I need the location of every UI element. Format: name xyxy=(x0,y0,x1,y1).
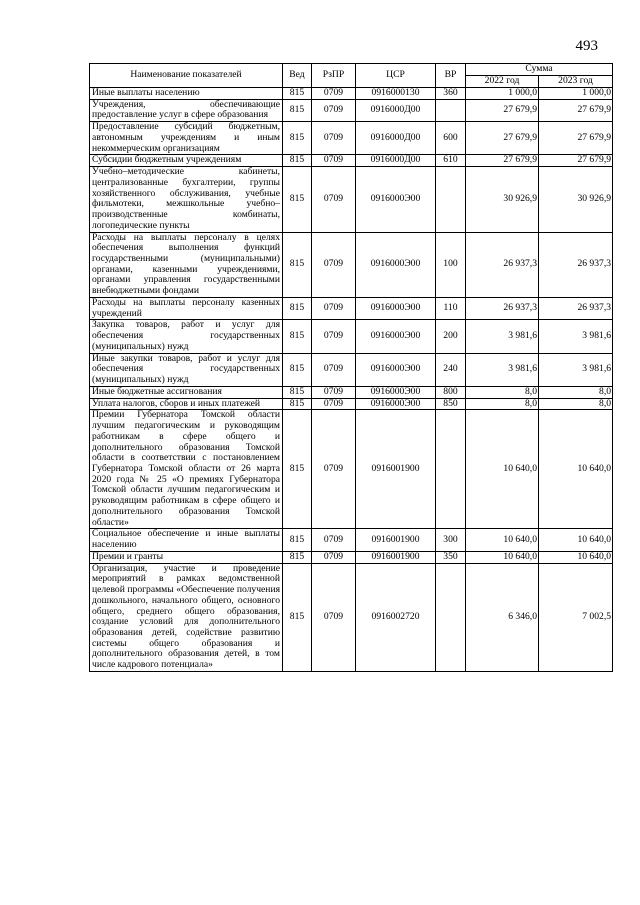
row-rzpr: 0709 xyxy=(312,88,356,100)
row-name: Премии Губернатора Томской области лучшим педагогическим и руководящим работникам в сфере общего и дополнительного образования Томской области в соответствии с постановлением Губернатора Томской области от 26 марта 2020 года № 25 «О премиях Губернатора Томской области лучшим педагогическим и руководящим работникам в сфере общего и дополнительного образования Томской области» xyxy=(90,410,283,529)
row-rzpr: 0709 xyxy=(312,386,356,398)
table-row xyxy=(90,386,613,398)
row-rzpr: 0709 xyxy=(312,398,356,410)
table-row xyxy=(90,551,613,563)
row-sum-2022: 8,0 xyxy=(466,398,539,410)
row-name: Уплата налогов, сборов и иных платежей xyxy=(90,398,283,410)
row-csr: 0916001900 xyxy=(356,410,436,529)
row-ved: 815 xyxy=(283,88,312,100)
row-sum-2023: 3 981,6 xyxy=(539,320,613,353)
table-row xyxy=(90,410,613,529)
row-vr: 610 xyxy=(436,155,466,167)
row-sum-2023: 27 679,9 xyxy=(539,122,613,155)
row-vr xyxy=(436,99,466,121)
row-sum-2023: 10 640,0 xyxy=(539,529,613,551)
row-csr: 0916000Э00 xyxy=(356,320,436,353)
row-csr: 0916000Э00 xyxy=(356,353,436,386)
row-name: Социальное обеспечение и иные выплаты населению xyxy=(90,529,283,551)
row-rzpr: 0709 xyxy=(312,297,356,319)
row-ved: 815 xyxy=(283,563,312,671)
header-rzpr: РзПР xyxy=(312,64,356,88)
row-rzpr: 0709 xyxy=(312,410,356,529)
row-ved: 815 xyxy=(283,398,312,410)
row-ved: 815 xyxy=(283,353,312,386)
table-row xyxy=(90,320,613,353)
row-sum-2023: 27 679,9 xyxy=(539,155,613,167)
row-vr: 200 xyxy=(436,320,466,353)
table-row xyxy=(90,398,613,410)
row-rzpr: 0709 xyxy=(312,353,356,386)
row-sum-2022: 10 640,0 xyxy=(466,551,539,563)
row-csr: 0916001900 xyxy=(356,529,436,551)
row-name: Премии и гранты xyxy=(90,551,283,563)
row-name: Субсидии бюджетным учреждениям xyxy=(90,155,283,167)
row-name: Иные выплаты населению xyxy=(90,88,283,100)
row-rzpr: 0709 xyxy=(312,155,356,167)
row-sum-2022: 10 640,0 xyxy=(466,410,539,529)
row-ved: 815 xyxy=(283,386,312,398)
row-rzpr: 0709 xyxy=(312,563,356,671)
row-ved: 815 xyxy=(283,297,312,319)
row-vr: 300 xyxy=(436,529,466,551)
row-sum-2023: 8,0 xyxy=(539,398,613,410)
row-vr xyxy=(436,410,466,529)
row-sum-2023: 26 937,3 xyxy=(539,232,613,297)
row-sum-2022: 6 346,0 xyxy=(466,563,539,671)
header-vr: ВР xyxy=(436,64,466,88)
row-ved: 815 xyxy=(283,529,312,551)
row-name: Расходы на выплаты персоналу в целях обеспечения выполнения функций государственными (муниципальными) органами, казенными учреждениями, органами управления государственными внебюджетными фондами xyxy=(90,232,283,297)
row-vr: 600 xyxy=(436,122,466,155)
row-sum-2023: 8,0 xyxy=(539,386,613,398)
row-sum-2023: 7 002,5 xyxy=(539,563,613,671)
row-vr: 800 xyxy=(436,386,466,398)
row-ved: 815 xyxy=(283,410,312,529)
row-vr xyxy=(436,563,466,671)
table-row xyxy=(90,353,613,386)
row-name: Закупка товаров, работ и услуг для обеспечения государственных (муниципальных) нужд xyxy=(90,320,283,353)
row-csr: 0916000130 xyxy=(356,88,436,100)
header-year-2022: 2022 год xyxy=(466,76,539,88)
row-sum-2022: 30 926,9 xyxy=(466,167,539,232)
row-name: Учебно–методические кабинеты, централизованные бухгалтерии, группы хозяйственного обслуживания, учебные фильмотеки, межшкольные учебно–производственные комбинаты, логопедические пункты xyxy=(90,167,283,232)
budget-table xyxy=(89,63,613,672)
table-row xyxy=(90,232,613,297)
table-row xyxy=(90,88,613,100)
row-sum-2023: 3 981,6 xyxy=(539,353,613,386)
row-ved: 815 xyxy=(283,551,312,563)
row-ved: 815 xyxy=(283,122,312,155)
row-rzpr: 0709 xyxy=(312,232,356,297)
row-name: Организация, участие и проведение мероприятий в рамках ведомственной целевой программы «Обеспечение получения дошкольного, начального общего, основного общего, среднего общего образования, создание условий для дополнительного образования детей, содействие развитию системы общего образования и дополнительного образования детей, в том числе кадрового потенциала» xyxy=(90,563,283,671)
row-csr: 0916001900 xyxy=(356,551,436,563)
row-sum-2022: 27 679,9 xyxy=(466,155,539,167)
row-rzpr: 0709 xyxy=(312,99,356,121)
row-ved: 815 xyxy=(283,167,312,232)
row-vr: 100 xyxy=(436,232,466,297)
row-vr: 850 xyxy=(436,398,466,410)
row-vr: 240 xyxy=(436,353,466,386)
row-ved: 815 xyxy=(283,320,312,353)
row-csr: 0916000Д00 xyxy=(356,155,436,167)
row-sum-2022: 27 679,9 xyxy=(466,122,539,155)
table-row xyxy=(90,122,613,155)
row-sum-2023: 1 000,0 xyxy=(539,88,613,100)
row-sum-2022: 3 981,6 xyxy=(466,353,539,386)
header-ved: Вед xyxy=(283,64,312,88)
row-ved: 815 xyxy=(283,155,312,167)
row-csr: 0916000Э00 xyxy=(356,167,436,232)
table-body xyxy=(90,88,613,672)
table-row xyxy=(90,529,613,551)
header-year-2023: 2023 год xyxy=(539,76,613,88)
row-csr: 0916000Э00 xyxy=(356,232,436,297)
table-row xyxy=(90,155,613,167)
row-sum-2022: 26 937,3 xyxy=(466,297,539,319)
row-vr xyxy=(436,167,466,232)
row-sum-2023: 26 937,3 xyxy=(539,297,613,319)
row-vr: 350 xyxy=(436,551,466,563)
row-csr: 0916000Э00 xyxy=(356,297,436,319)
row-csr: 0916000Д00 xyxy=(356,122,436,155)
row-sum-2022: 1 000,0 xyxy=(466,88,539,100)
row-name: Учреждения, обеспечивающие предоставление услуг в сфере образования xyxy=(90,99,283,121)
header-name: Наименование показателей xyxy=(90,64,283,88)
row-rzpr: 0709 xyxy=(312,551,356,563)
row-rzpr: 0709 xyxy=(312,122,356,155)
row-sum-2022: 27 679,9 xyxy=(466,99,539,121)
header-csr: ЦСР xyxy=(356,64,436,88)
row-csr: 0916002720 xyxy=(356,563,436,671)
row-name: Предоставление субсидий бюджетным, автономным учреждениям и иным некоммерческим организациям xyxy=(90,122,283,155)
row-ved: 815 xyxy=(283,232,312,297)
row-sum-2023: 10 640,0 xyxy=(539,551,613,563)
row-sum-2023: 10 640,0 xyxy=(539,410,613,529)
row-vr: 110 xyxy=(436,297,466,319)
row-csr: 0916000Д00 xyxy=(356,99,436,121)
row-name: Иные закупки товаров, работ и услуг для обеспечения государственных (муниципальных) нужд xyxy=(90,353,283,386)
row-sum-2022: 26 937,3 xyxy=(466,232,539,297)
row-rzpr: 0709 xyxy=(312,167,356,232)
row-name: Расходы на выплаты персоналу казенных учреждений xyxy=(90,297,283,319)
row-rzpr: 0709 xyxy=(312,529,356,551)
row-ved: 815 xyxy=(283,99,312,121)
table-row xyxy=(90,99,613,121)
header-sum: Сумма xyxy=(466,64,613,76)
row-sum-2023: 27 679,9 xyxy=(539,99,613,121)
row-csr: 0916000Э00 xyxy=(356,398,436,410)
row-csr: 0916000Э00 xyxy=(356,386,436,398)
row-sum-2022: 10 640,0 xyxy=(466,529,539,551)
row-vr: 360 xyxy=(436,88,466,100)
page-number: 493 xyxy=(575,38,598,54)
table-row xyxy=(90,167,613,232)
table-row xyxy=(90,563,613,671)
table-row xyxy=(90,297,613,319)
row-sum-2022: 8,0 xyxy=(466,386,539,398)
row-sum-2022: 3 981,6 xyxy=(466,320,539,353)
row-rzpr: 0709 xyxy=(312,320,356,353)
row-sum-2023: 30 926,9 xyxy=(539,167,613,232)
row-name: Иные бюджетные ассигнования xyxy=(90,386,283,398)
